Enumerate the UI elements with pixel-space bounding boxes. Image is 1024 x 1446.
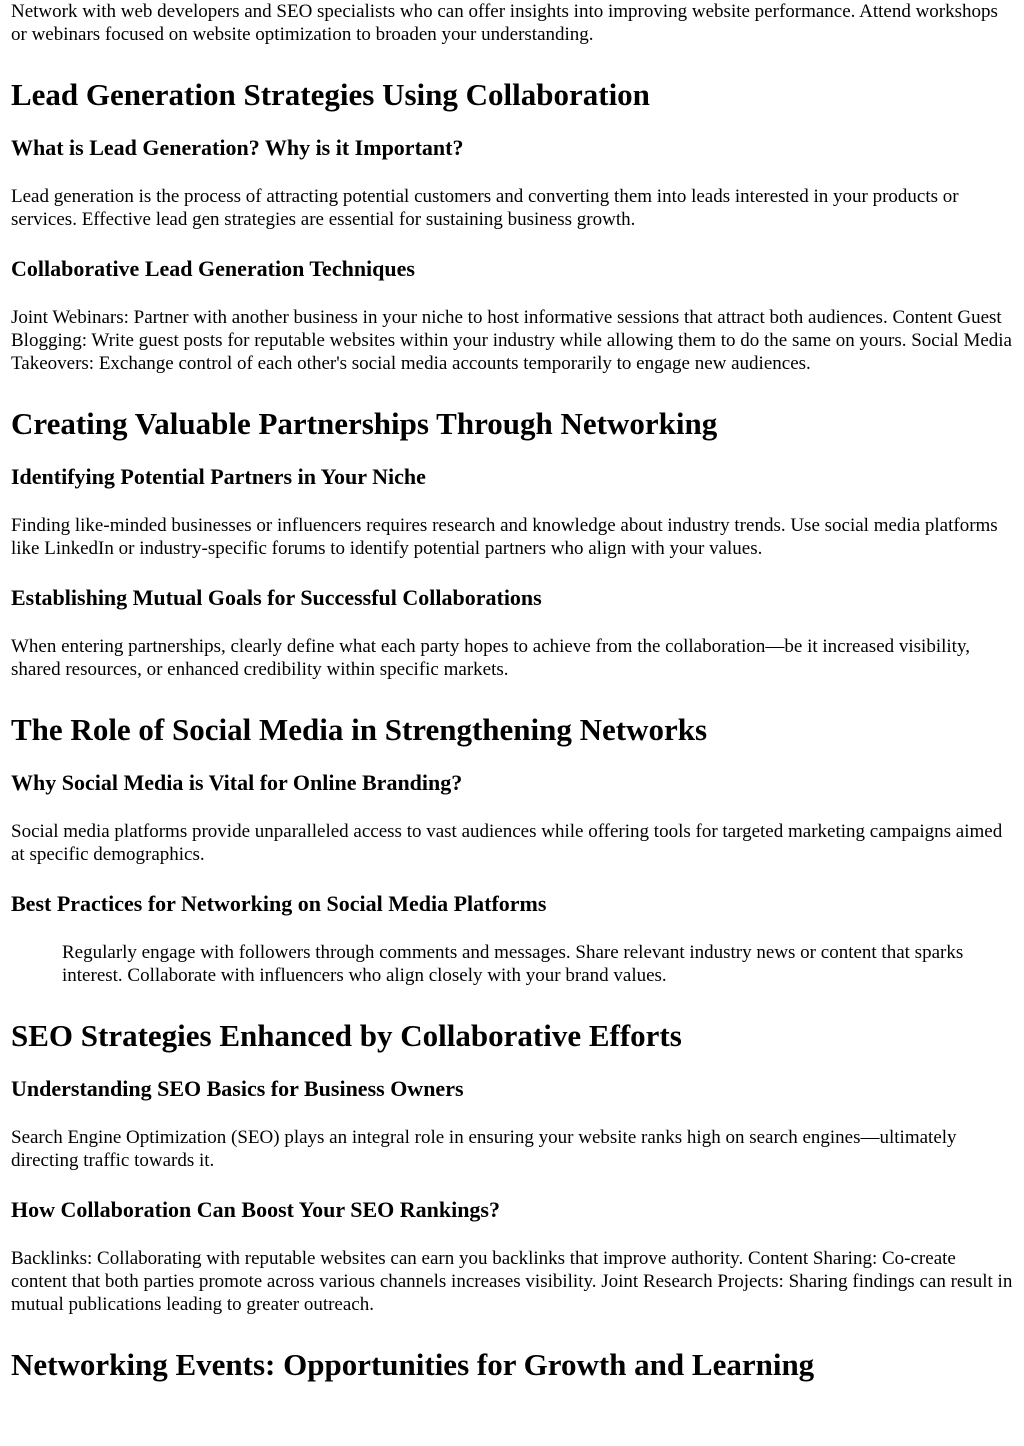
blockquote-best-practices: Regularly engage with followers through comments and messages. Share relevant industry news or content that sparks interest. Collaborate with influencers who align closely with your brand values. [62,942,964,986]
paragraph-identifying-partners: Finding like-minded businesses or influencers requires research and knowledge about industry trends. Use social media platforms like LinkedIn or industry-specific forums to identify potential partners who align with your values. [11,515,998,559]
subheading-social-media-branding: Why Social Media is Vital for Online Branding? [11,770,463,795]
paragraph-mutual-goals: When entering partnerships, clearly define what each party hopes to achieve from the collaboration—be it increased visibility, shared resources, or enhanced credibility within specific markets. [11,636,970,680]
section-heading-seo-strategies: SEO Strategies Enhanced by Collaborative Efforts [11,1018,682,1053]
subheading-mutual-goals: Establishing Mutual Goals for Successful Collaborations [11,585,542,610]
paragraph-lead-generation-definition: Lead generation is the process of attracting potential customers and converting them into leads interested in your products or services. Effective lead gen strategies are essential for sustaining business growth. [11,186,959,230]
section-heading-lead-generation: Lead Generation Strategies Using Collaboration [11,77,650,112]
subheading-best-practices: Best Practices for Networking on Social Media Platforms [11,891,547,916]
subheading-identifying-partners: Identifying Potential Partners in Your Niche [11,464,426,489]
subheading-seo-collaboration: How Collaboration Can Boost Your SEO Rankings? [11,1197,500,1222]
paragraph-social-media-branding: Social media platforms provide unparalleled access to vast audiences while offering tools for targeted marketing campaigns aimed at specific demographics. [11,821,1003,865]
subheading-what-is-lead-generation: What is Lead Generation? Why is it Important? [11,135,464,160]
section-heading-partnerships: Creating Valuable Partnerships Through Networking [11,406,718,441]
paragraph-seo-basics: Search Engine Optimization (SEO) plays an integral role in ensuring your website ranks high on search engines—ultimately directing traffic towards it. [11,1127,957,1171]
section-heading-networking-events: Networking Events: Opportunities for Growth and Learning [11,1347,815,1382]
section-heading-social-media: The Role of Social Media in Strengthening Networks [11,712,708,747]
paragraph-seo-collaboration: Backlinks: Collaborating with reputable websites can earn you backlinks that improve authority. Content Sharing: Co-create content that both parties promote across various channels increases visibility. Joint Research Projects: Sharing findings can result in mutual publications leading to greater outreach. [11,1248,1013,1315]
paragraph-collaborative-techniques: Joint Webinars: Partner with another business in your niche to host informative sessions that attract both audiences. Content Guest Blogging: Write guest posts for reputable websites within your industry while allowing them to do the same on yours. Social Media Takeovers: Exchange control of each other's social media accounts temporarily to engage new audiences. [11,307,1012,374]
subheading-seo-basics: Understanding SEO Basics for Business Owners [11,1076,464,1101]
intro-paragraph: Network with web developers and SEO specialists who can offer insights into improving website performance. Attend workshops or webinars focused on website optimization to broaden your understanding. [11,1,998,45]
subheading-collaborative-techniques: Collaborative Lead Generation Techniques [11,256,415,281]
